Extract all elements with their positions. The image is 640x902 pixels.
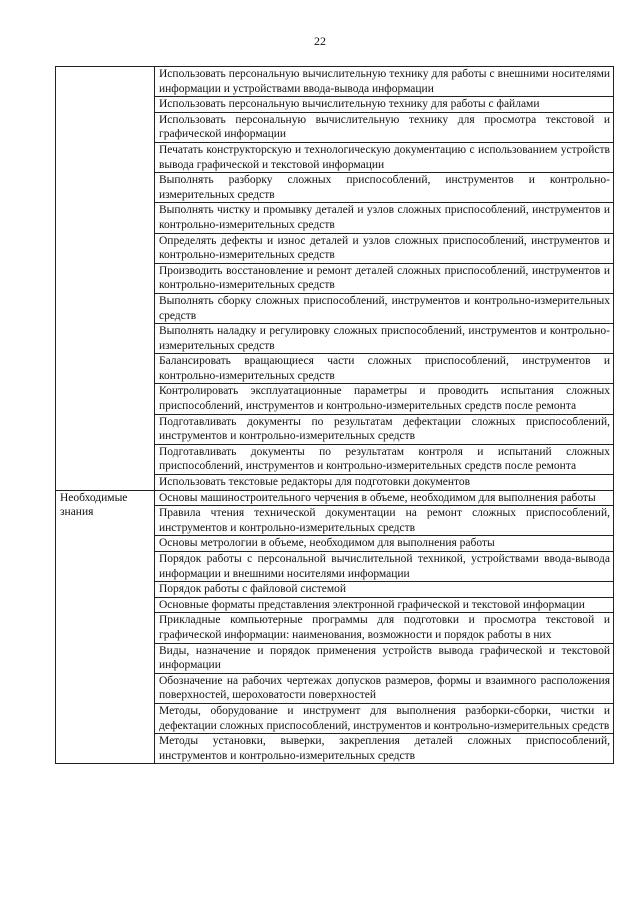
requirement-cell: Выполнять разборку сложных приспособлений, инструментов и контрольно-измерительных средств [155,173,614,203]
requirement-cell: Порядок работы с персональной вычислительной техникой, устройствами ввода-вывода информации и внешними носителями информации [155,552,614,582]
requirement-cell: Использовать персональную вычислительную технику для работы с внешними носителями информации и устройствами ввода-вывода информации [155,67,614,97]
requirement-cell: Производить восстановление и ремонт деталей сложных приспособлений, инструментов и контрольно-измерительных средств [155,263,614,293]
requirement-cell: Основные форматы представления электронной графической и текстовой информации [155,597,614,613]
requirement-cell: Использовать текстовые редакторы для подготовки документов [155,475,614,491]
requirement-cell: Определять дефекты и износ деталей и узлов сложных приспособлений, инструментов и контрольно-измерительных средств [155,233,614,263]
requirement-cell: Контролировать эксплуатационные параметры и проводить испытания сложных приспособлений, инструментов и контрольно-измерительных средств после ремонта [155,384,614,414]
requirement-cell: Обозначение на рабочих чертежах допусков размеров, формы и взаимного расположения поверхностей, шероховатости поверхностей [155,673,614,703]
page-number: 22 [314,34,326,48]
requirement-cell: Выполнять сборку сложных приспособлений, инструментов и контрольно-измерительных средств [155,293,614,323]
requirements-table [55,66,614,764]
requirement-cell: Правила чтения технической документации на ремонт сложных приспособлений, инструментов и контрольно-измерительных средств [155,506,614,536]
requirement-cell: Методы, оборудование и инструмент для выполнения разборки-сборки, чистки и дефектации сложных приспособлений, инструментов и контрольно-измерительных средств [155,703,614,733]
requirement-cell: Подготавливать документы по результатам контроля и испытаний сложных приспособлений, инструментов и контрольно-измерительных средств после ремонта [155,444,614,474]
table-row [56,67,614,97]
requirement-cell: Выполнять наладку и регулировку сложных приспособлений, инструментов и контрольно-измерительных средств [155,324,614,354]
table-row [56,490,614,506]
requirement-cell: Виды, назначение и порядок применения устройств вывода графической и текстовой информации [155,643,614,673]
requirement-cell: Порядок работы с файловой системой [155,582,614,598]
requirement-cell: Основы машиностроительного черчения в объеме, необходимом для выполнения работы [155,490,614,506]
section-label [56,67,155,491]
requirement-cell: Использовать персональную вычислительную технику для работы с файлами [155,97,614,113]
requirement-cell: Методы установки, выверки, закрепления деталей сложных приспособлений, инструментов и контрольно-измерительных средств [155,734,614,764]
requirement-cell: Прикладные компьютерные программы для подготовки и просмотра текстовой и графической информации: наименования, возможности и порядок работы в них [155,613,614,643]
requirement-cell: Выполнять чистку и промывку деталей и узлов сложных приспособлений, инструментов и контрольно-измерительных средств [155,203,614,233]
requirement-cell: Использовать персональную вычислительную технику для просмотра текстовой и графической информации [155,112,614,142]
requirement-cell: Печатать конструкторскую и технологическую документацию с использованием устройств вывода графической и текстовой информации [155,142,614,172]
section-label: Необходимые знания [56,490,155,764]
requirement-cell: Балансировать вращающиеся части сложных приспособлений, инструментов и контрольно-измерительных средств [155,354,614,384]
requirement-cell: Подготавливать документы по результатам дефектации сложных приспособлений, инструментов и контрольно-измерительных средств [155,414,614,444]
requirement-cell: Основы метрологии в объеме, необходимом для выполнения работы [155,536,614,552]
